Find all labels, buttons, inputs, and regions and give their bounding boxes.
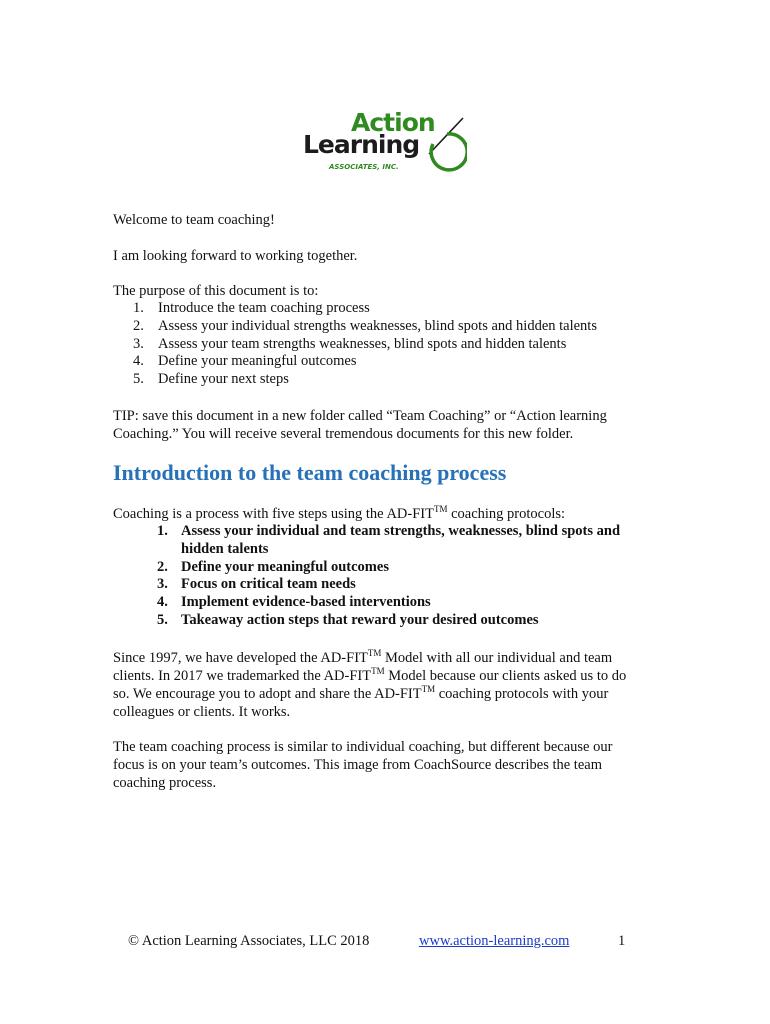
list-item: 1. Introduce the team coaching process xyxy=(133,300,370,316)
paragraph-2-line-3: coaching process. xyxy=(113,775,217,791)
steps-lead: Coaching is a process with five steps using the AD-FIT™ coaching protocols: xyxy=(113,504,566,522)
list-item: 5. Takeaway action steps that reward your desired outcomes xyxy=(157,611,539,628)
list-item: 3. Focus on critical team needs xyxy=(157,576,356,593)
paragraph-1-line-4: colleagues or clients. It works. xyxy=(113,704,291,720)
logo-associates: ASSOCIATES, INC. xyxy=(329,163,399,171)
paragraph-1-line-1: Since 1997, we have developed the AD-FIT™ Model with all our individual and team xyxy=(113,648,613,666)
company-logo xyxy=(303,108,469,180)
purpose-list xyxy=(133,300,597,389)
footer-website-link[interactable]: www.action-learning.com xyxy=(419,933,570,949)
looking-forward-text: I am looking forward to working together. xyxy=(113,248,358,264)
paragraph-1-line-2: clients. In 2017 we trademarked the AD-FIT™ Model because our clients asked us to do xyxy=(113,666,627,684)
list-item: 4. Define your meaningful outcomes xyxy=(133,353,357,370)
paragraph-1-line-3: so. We encourage you to adopt and share the AD-FIT™ coaching protocols with your xyxy=(113,684,609,702)
steps-list xyxy=(157,523,651,630)
list-item: 3. Assess your team strengths weaknesses, blind spots and hidden talents xyxy=(133,335,567,352)
tip-line-2: Coaching.” You will receive several tremendous documents for this new folder. xyxy=(113,426,574,442)
list-item: 4. Implement evidence-based interventions xyxy=(157,594,431,611)
list-item: 1. Assess your individual and team strengths, weaknesses, blind spots and hidden talents xyxy=(157,523,621,557)
list-item: 2. Define your meaningful outcomes xyxy=(157,558,389,575)
logo-word-learning: Learning xyxy=(303,130,420,159)
footer-copyright: © Action Learning Associates, LLC 2018 xyxy=(128,933,370,949)
section-heading: Introduction to the team coaching process xyxy=(113,460,507,485)
purpose-lead: The purpose of this document is to: xyxy=(113,283,319,299)
paragraph-2-line-1: The team coaching process is similar to individual coaching, but different because our xyxy=(113,739,613,755)
logo-swoosh-icon xyxy=(421,116,467,178)
paragraph-2-line-2: focus is on your team’s outcomes. This image from CoachSource describes the team xyxy=(113,757,602,773)
page-number: 1 xyxy=(618,933,626,949)
logo-word-action: Action xyxy=(351,108,435,137)
welcome-text: Welcome to team coaching! xyxy=(113,212,275,228)
list-item: 2. Assess your individual strengths weaknesses, blind spots and hidden talents xyxy=(133,317,597,334)
list-item: 5. Define your next steps xyxy=(133,371,289,388)
tip-line-1: TIP: save this document in a new folder called “Team Coaching” or “Action learning xyxy=(113,408,607,424)
